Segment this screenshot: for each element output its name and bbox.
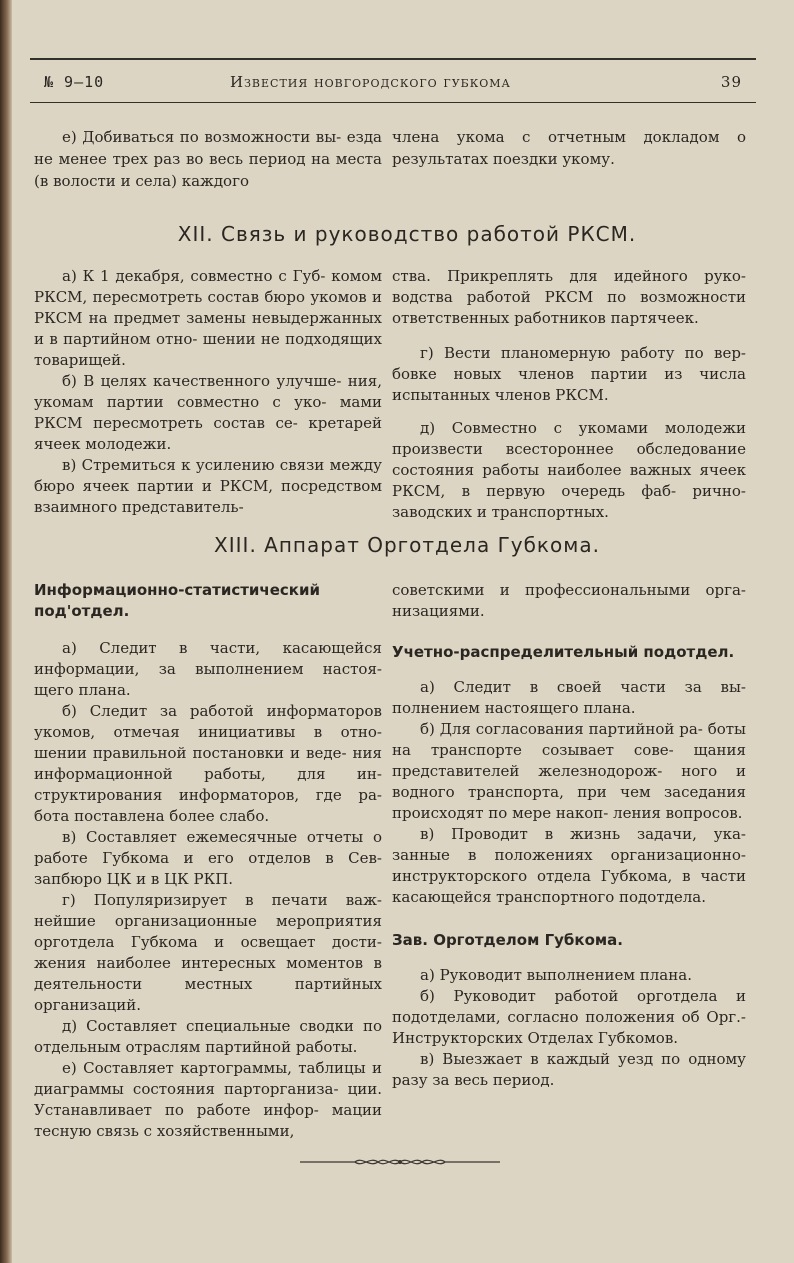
journal-title: Известия новгородского губкома [230,73,511,91]
paragraph: г) Вести планомерную работу по вер- бовке новых членов партии из числа испытанных членов РКСМ. [392,344,746,404]
paragraph: е) Добиваться по возможности вы- езда не менее трех раз во весь период на места (в волости и села) каждого [34,128,382,190]
document-page [20,0,794,1263]
top-right-column [392,126,746,170]
issue-number: № 9—10 [44,73,105,91]
paragraph: в) Стремиться к усилению связи между бюро ячеек партии и РКСМ, посредством взаимного представитель- [34,456,382,516]
top-left-column [34,126,382,192]
paragraph: е) Составляет картограммы, таблицы и диаграммы состояния парторганиза- ции. Устанавливает по работе инфор- мации тесную связь с хозяйственными, [34,1059,382,1140]
running-header [30,58,756,103]
book-spine-edge [0,0,12,1263]
section-13-title: XIII. Аппарат Орготдела Губкома. [214,533,600,557]
subsection-heading: Зав. Орготделом Губкома. [392,931,623,949]
paragraph: б) Следит за работой информаторов укомов, отмечая инициативы в отно- шении правильной постановки и веде- ния информационной работы, для ин- структирования информаторов, где ра- бота поставлена более слабо. [34,702,382,825]
section-12-title: XII. Связь и руководство работой РКСМ. [177,222,637,246]
paragraph: в) Составляет ежемесячные отчеты о работе Губкома и его отделов в Сев- запбюро ЦК и в ЦК РКП. [34,828,382,888]
paragraph: г) Популяризирует в печати важ- нейшие организационные мероприятия орготдела Губкома и освещает дости- жения наиболее интересных моментов в деятельности местных партийных организаций. [34,891,382,1014]
section-12-left-column [34,266,382,518]
section-13-right-column [392,580,746,1091]
page-number: 39 [720,73,742,91]
paragraph: в) Проводит в жизнь задачи, ука- занные в положениях организационно- инструкторского отдела Губкома, в части касающейся транспортного подотдела. [392,825,746,906]
section-13-left-column [34,580,382,1142]
paragraph: д) Совместно с укомами молодежи произвести всестороннее обследование состояния работы наиболее важных ячеек РКСМ, в первую очередь фаб- рично-заводских и транспортных. [392,419,746,521]
paragraph: б) В целях качественного улучше- ния, укомам партии совместно с уко- мами РКСМ пересмотреть состав се- кретарей ячеек молодежи. [34,372,382,453]
paragraph: ства. Прикреплять для идейного руко- водства работой РКСМ по возможности ответственных работников партячеек. [392,267,746,327]
paragraph: а) К 1 декабря, совместно с Губ- комом РКСМ, пересмотреть состав бюро укомов и РКСМ на предмет замены невыдержанных и в партийном отно- шении не подходящих товарищей. [34,267,382,369]
paragraph: а) Руководит выполнением плана. [420,966,692,984]
paragraph: члена укома с отчетным докладом о результатах поездки укому. [392,128,746,168]
paragraph: д) Составляет специальные сводки по отдельным отраслям партийной работы. [34,1017,382,1056]
paragraph: б) Руководит работой орготдела и подотделами, согласно положения об Орг.-Инструкторских Отделах Губкомов. [392,987,746,1047]
subsection-heading: Учетно-распределительный подотдел. [392,643,735,661]
ornament-divider-icon [300,1155,500,1169]
paragraph: б) Для согласования партийной ра- боты на транспорте созывает сове- щания представителей железнодорож- ного и водного транспорта, при чем заседания происходят по мере накоп- ления вопросов. [392,720,746,822]
paragraph: в) Выезжает в каждый уезд по одному разу за весь период. [392,1050,746,1089]
paragraph: советскими и профессиональными орга- низациями. [392,581,746,620]
paragraph: а) Следит в своей части за вы- полнением настоящего плана. [392,678,746,717]
subsection-heading: Информационно-статистический под'отдел. [34,581,320,620]
section-12-right-column [392,266,746,523]
paragraph: а) Следит в части, касающейся информации, за выполнением настоя- щего плана. [34,639,382,699]
